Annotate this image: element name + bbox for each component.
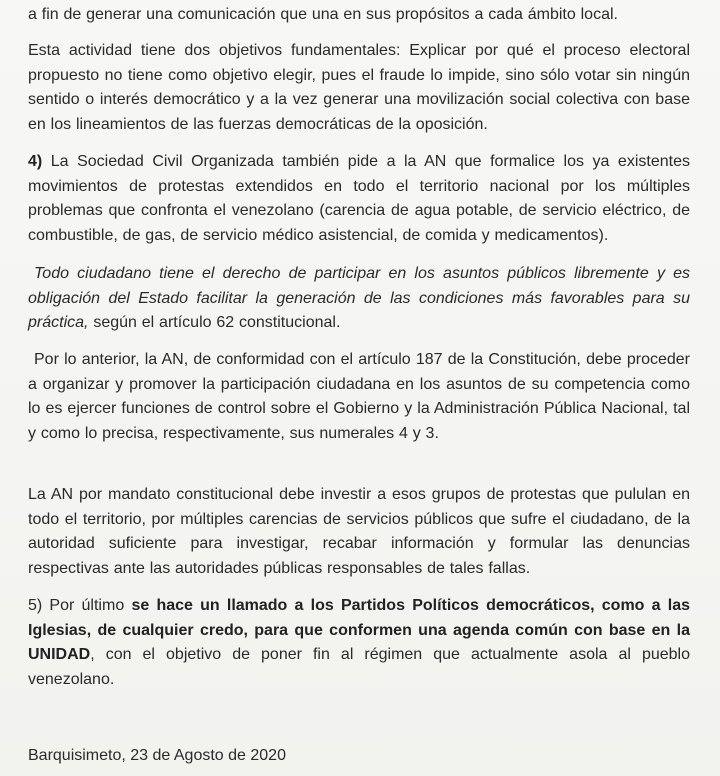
paragraph-an-mandate-text: La AN por mandato constitucional debe investir a esos grupos de protestas que pululan en todo el territorio, por múltiples carencias de servicios públicos que sufre el ciudadano, de la autoridad suficiente para investigar, recabar información y formular las denuncias respectivas ante las autoridades públicas responsables de tales fallas. — [28, 486, 690, 577]
signature-place-date: Barquisimeto, 23 de Agosto de 2020 — [28, 747, 286, 764]
paragraph-point-4 — [28, 150, 690, 248]
paragraph-intro-text: a fin de generar una comunicación que una en sus propósitos a cada ámbito local. — [28, 6, 618, 23]
paragraph-article-187 — [28, 348, 690, 446]
paragraph-point-5 — [28, 594, 690, 692]
paragraph-intro-fragment — [28, 3, 690, 28]
point-4-number: 4) — [28, 153, 43, 170]
paragraph-an-mandate — [28, 483, 690, 581]
paragraph-objectives-text: Esta actividad tiene dos objetivos fundamentales: Explicar por qué el proceso electoral propuesto no tiene como objetivo elegir, pues el fraude lo impide, sino sólo votar sin ningún sentido o interés democrático y a la vez generar una movilización social colectiva con base en los lineamientos de las fuerzas democráticas de la oposición. — [28, 42, 690, 133]
article-62-reference: según el artículo 62 constitucional. — [88, 314, 341, 331]
paragraph-article-62 — [28, 262, 690, 336]
paragraph-article-187-text: Por lo anterior, la AN, de conformidad con el artículo 187 de la Constitución, debe proceder a organizar y promover la participación ciudadana en los asuntos de su competencia como lo es ejercer funciones de control sobre el Gobierno y la Administración Pública Nacional, tal y como lo precisa, respectivamente, sus numerales 4 y 3. — [28, 351, 690, 442]
point-5-rest: , con el objetivo de poner fin al régimen que actualmente asola al pueblo venezolano. — [28, 646, 690, 688]
point-5-call-to-unity: se hace un llamado a los Partidos Políticos democráticos, como a las Iglesias, de cualquier credo, para que conformen una agenda común con base en la UNIDAD — [28, 597, 690, 663]
point-5-lead: 5) Por último — [28, 597, 132, 614]
paragraph-objectives — [28, 39, 690, 137]
paragraph-point-4-text: La Sociedad Civil Organizada también pide a la AN que formalice los ya existentes movimientos de protestas extendidos en todo el territorio nacional por los múltiples problemas que confronta el venezolano (carencia de agua potable, de servicio eléctrico, de combustible, de gas, de servicio médico asistencial, de comida y medicamentos). — [28, 153, 690, 244]
article-62-quote: Todo ciudadano tiene el derecho de participar en los asuntos públicos libremente y es obligación del Estado facilitar la generación de las condiciones más favorables para su práctica, — [28, 265, 690, 331]
